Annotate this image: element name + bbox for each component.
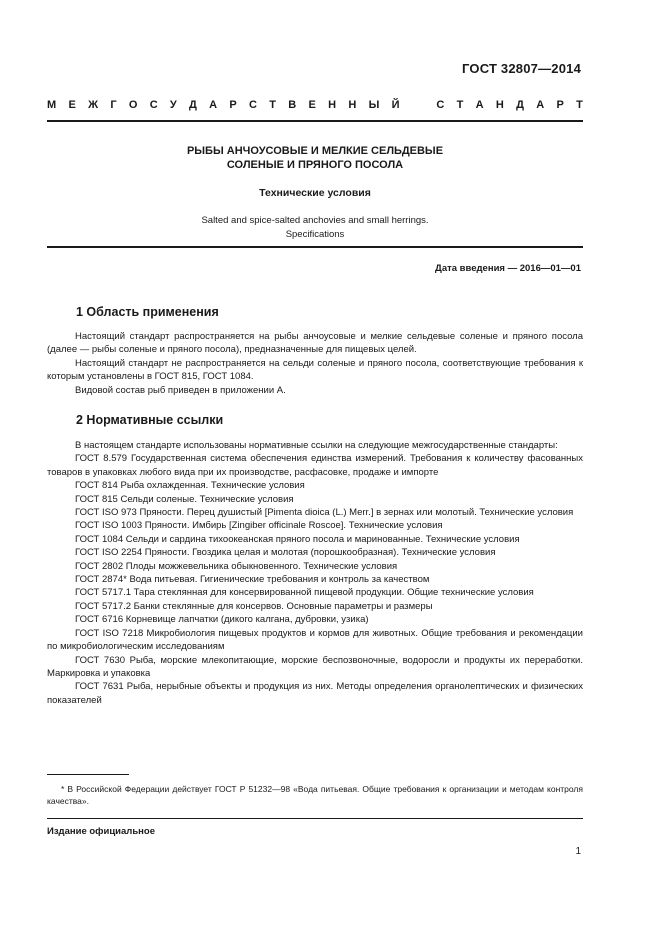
- section-2-intro: В настоящем стандарте использованы нормативные ссылки на следующие межгосударственные стандарты:: [75, 440, 558, 451]
- title-en-line-2: Specifications: [285, 229, 345, 240]
- official-edition-label: Издание официальное: [47, 826, 155, 837]
- standard-type-letter: А: [475, 99, 484, 111]
- normative-reference: ГОСТ 2874* Вода питьевая. Гигиенические требования и контроль за качеством: [75, 574, 430, 586]
- standard-type-letter: Ж: [88, 99, 99, 111]
- normative-reference: ГОСТ ISO 1003 Пряности. Имбирь [Zingiber officinale Roscoe]. Технические условия: [75, 520, 443, 532]
- section-1-heading: 1 Область применения: [76, 305, 219, 319]
- title-rule: [47, 246, 583, 248]
- standard-type-letter: Н: [495, 99, 504, 111]
- standard-type-letter: Р: [229, 99, 237, 111]
- normative-reference: ГОСТ ISO 7218 Микробиология пищевых продуктов и кормов для животных. Общие требования и рекомендации по микробиологическим исследованиям: [47, 627, 583, 653]
- page-number: 1: [575, 846, 581, 857]
- document-code: ГОСТ 32807—2014: [462, 61, 581, 76]
- title-english: [47, 214, 583, 242]
- normative-reference: ГОСТ 814 Рыба охлажденная. Технические условия: [75, 480, 305, 492]
- section-2-body: [47, 439, 583, 707]
- standard-type-letter: Н: [348, 99, 357, 111]
- standard-type-letter: А: [209, 99, 218, 111]
- section-1-paragraph: Настоящий стандарт распространяется на рыбы анчоусовые и мелкие сельдевые соленые и пряного посола (далее — рыбы соленые и пряного посола), предназначенные для пищевых целей.: [47, 331, 583, 356]
- section-1-paragraph: Настоящий стандарт не распространяется на сельди соленые и пряного посола, соответствующие требования к которым установлены в ГОСТ 815, ГОСТ 1084.: [47, 357, 583, 383]
- standard-type-letter: Г: [110, 99, 117, 111]
- footnote-text: * В Российской Федерации действует ГОСТ Р 51232—98 «Вода питьевая. Общие требования к организации и методам контроля качества».: [47, 784, 583, 806]
- normative-reference: ГОСТ 5717.1 Тара стеклянная для консервированной пищевой продукции. Общие технические условия: [75, 587, 534, 599]
- standard-type-letter: Т: [576, 99, 583, 111]
- standard-type-letter: С: [149, 99, 158, 111]
- title-russian: [47, 144, 583, 172]
- normative-reference: ГОСТ 815 Сельди соленые. Технические условия: [75, 493, 294, 505]
- standard-type-letter: О: [128, 99, 138, 111]
- normative-reference: ГОСТ 2802 Плоды можжевельника обыкновенного. Технические условия: [75, 560, 398, 572]
- standard-type-letter: В: [288, 99, 297, 111]
- normative-reference: ГОСТ 7630 Рыба, морские млекопитающие, морские беспозвоночные, водоросли и продукты их переработки. Маркировка и упаковка: [47, 654, 583, 679]
- normative-reference: ГОСТ ISO 973 Пряности. Перец душистый [Pimenta dioica (L.) Merr.] в зернах или молотый. Технические условия: [75, 507, 574, 519]
- normative-reference: ГОСТ 7631 Рыба, нерыбные объекты и продукция из них. Методы определения органолептических и физических показателей: [47, 681, 583, 706]
- standard-type-banner: [47, 99, 583, 111]
- section-1-body: [47, 330, 583, 397]
- title-subtitle: Технические условия: [259, 187, 371, 199]
- footnote-rule: [47, 774, 129, 775]
- standard-type-letter: С: [436, 99, 445, 111]
- standard-type-letter: Т: [269, 99, 276, 111]
- section-1-paragraph: Видовой состав рыб приведен в приложении А.: [75, 384, 286, 396]
- standard-type-letter: Е: [68, 99, 76, 111]
- standard-type-letter: Н: [328, 99, 337, 111]
- normative-reference: ГОСТ 6716 Корневище лапчатки (дикого калгана, дубровки, узика): [75, 614, 369, 626]
- standard-type-letter: Т: [456, 99, 464, 111]
- normative-reference: ГОСТ 1084 Сельди и сардина тихоокеанская пряного посола и маринованные. Технические условия: [75, 533, 520, 545]
- title-block: [47, 144, 583, 242]
- standard-type-letter: Р: [556, 99, 564, 111]
- standard-type-letter: М: [47, 99, 57, 111]
- section-2-heading: 2 Нормативные ссылки: [76, 413, 224, 427]
- title-line-1: РЫБЫ АНЧОУСОВЫЕ И МЕЛКИЕ СЕЛЬДЕВЫЕ: [186, 145, 444, 157]
- footer-rule: [47, 818, 583, 819]
- standard-type-letter: Д: [189, 99, 197, 111]
- standard-type-letter: А: [536, 99, 545, 111]
- normative-reference: ГОСТ ISO 2254 Пряности. Гвоздика целая и молотая (порошкообразная). Технические условия: [75, 547, 496, 559]
- normative-reference: ГОСТ 8.579 Государственная система обеспечения единства измерений. Требования к количеству фасованных товаров в упаковках любого вида при их производстве, расфасовке, продаже и импорте: [47, 453, 583, 478]
- standard-type-letter: Ы: [368, 99, 380, 111]
- standard-type-letter: С: [249, 99, 257, 111]
- title-line-2: СОЛЕНЫЕ И ПРЯНОГО ПОСОЛА: [226, 159, 404, 171]
- introduction-date: Дата введения — 2016—01—01: [435, 263, 581, 274]
- title-en-line-1: Salted and spice-salted anchovies and small herrings.: [201, 215, 429, 226]
- standard-type-letter: Й: [391, 99, 400, 111]
- standard-type-letter: У: [169, 99, 177, 111]
- standard-type-letter: Е: [308, 99, 316, 111]
- footnote: [47, 783, 583, 807]
- header-rule: [47, 120, 583, 122]
- standard-type-letter: Д: [516, 99, 524, 111]
- normative-reference: ГОСТ 5717.2 Банки стеклянные для консервов. Основные параметры и размеры: [75, 600, 433, 612]
